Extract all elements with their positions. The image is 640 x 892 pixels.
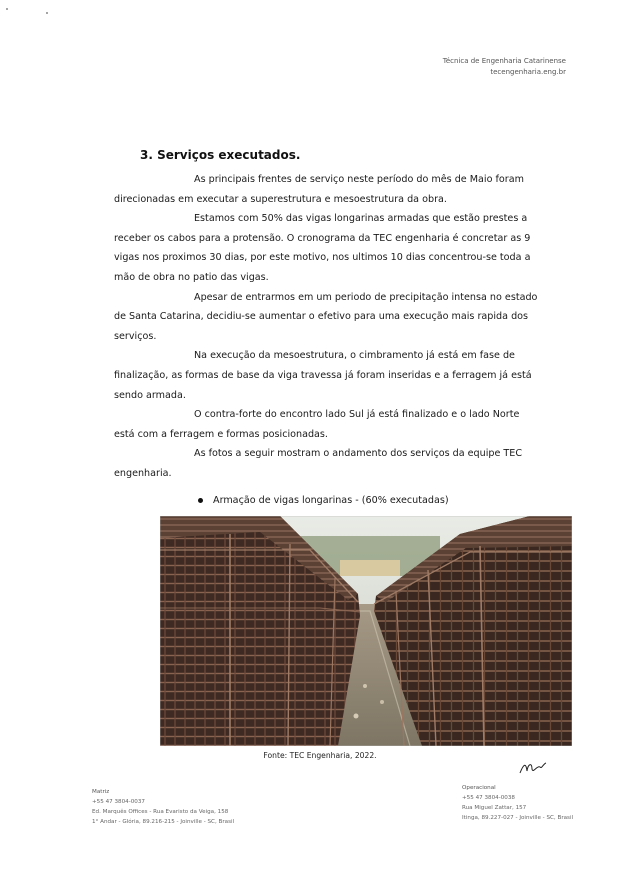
footer-label: Matriz <box>92 789 110 795</box>
signature <box>518 760 548 778</box>
bullet-item <box>198 495 449 506</box>
scan-speck <box>46 12 48 14</box>
footer-label: Operacional <box>462 785 496 791</box>
figure-caption: Fonte: TEC Engenharia, 2022. <box>263 751 377 760</box>
paragraph: Na execução da mesoestrutura, o cimbramento já está em fase de finalização, as formas de base da viga travessa já foram inseridas e a ferragem já está sendo armada. <box>114 350 532 401</box>
company-website: tecengenharia.eng.br <box>490 68 566 76</box>
footer-address: Itinga, 89.227-027 - Joinville - SC, Brasil <box>462 815 574 821</box>
paragraph: Apesar de entrarmos em um periodo de precipitação intensa no estado de Santa Catarina, decidiu-se aumentar o efetivo para uma execução mais rapida dos serviços. <box>114 291 538 342</box>
section-title: 3. Serviços executados. <box>140 148 301 162</box>
bullet-dot-icon <box>198 498 203 503</box>
footer-phone: +55 47 3804-0038 <box>462 795 515 801</box>
body-text <box>114 170 542 484</box>
footer-address: 1° Andar - Glória, 89.216-215 - Joinville - SC, Brasil <box>92 819 235 825</box>
scan-speck <box>6 8 8 10</box>
paragraph: Estamos com 50% das vigas longarinas armadas que estão prestes a receber os cabos para a protensão. O cronograma da TEC engenharia é concretar as 9 vigas nos proximos 30 dias, por este motivo, nos ultimos 10 dias concentrou-se toda a mão de obra no patio das vigas. <box>114 213 531 283</box>
company-name: Técnica de Engenharia Catarinense <box>442 57 566 65</box>
footer-address: Rua Miguel Zattar, 157 <box>462 805 527 811</box>
rebar-cages-photo <box>160 516 572 746</box>
paragraph: O contra-forte do encontro lado Sul já está finalizado e o lado Norte está com a ferragem e formas posicionadas. <box>114 409 520 440</box>
paragraph: As principais frentes de serviço neste período do mês de Maio foram direcionadas em executar a superestrutura e mesoestrutura da obra. <box>114 174 524 205</box>
paragraph: As fotos a seguir mostram o andamento dos serviços da equipe TEC engenharia. <box>114 448 523 479</box>
footer-phone: +55 47 3804-0037 <box>92 799 145 805</box>
bullet-text: Armação de vigas longarinas - (60% executadas) <box>213 495 449 506</box>
page-header <box>443 56 566 78</box>
footer-address: Ed. Marquês Offices - Rua Evaristo da Veiga, 158 <box>92 809 229 815</box>
footer-operacional <box>462 783 573 823</box>
footer-matriz <box>92 787 234 827</box>
